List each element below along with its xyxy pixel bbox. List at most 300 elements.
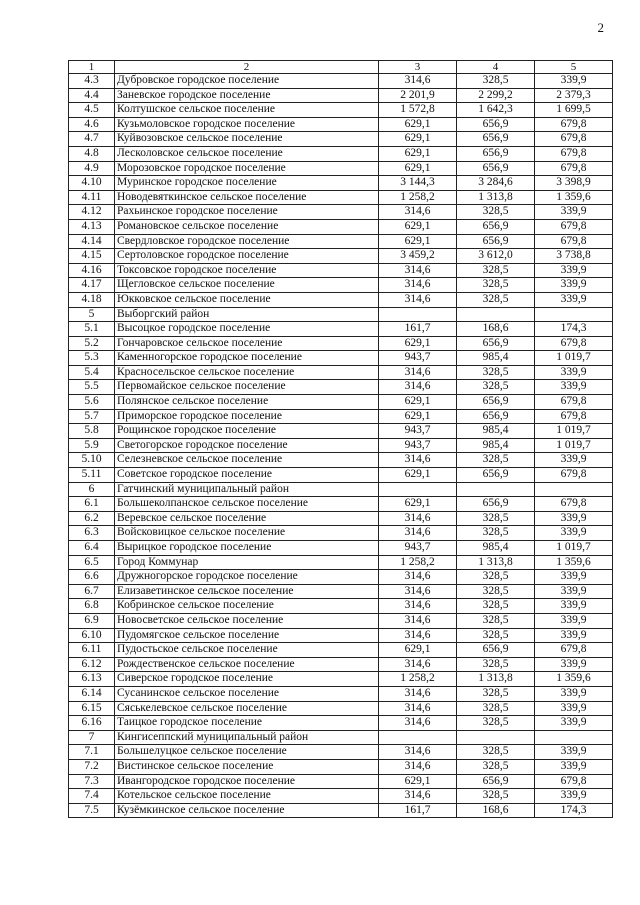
settlement-name: Ивангородское городское поселение (115, 774, 379, 789)
settlement-name: Котельское сельское поселение (115, 789, 379, 804)
value-col-5: 679,8 (535, 219, 613, 234)
table-row (69, 190, 613, 205)
value-col-3: 314,6 (379, 759, 457, 774)
value-col-5: 339,9 (535, 789, 613, 804)
table-row (69, 365, 613, 380)
table-row (69, 292, 613, 307)
row-number: 6.3 (69, 526, 115, 541)
settlement-name: Романовское сельское поселение (115, 219, 379, 234)
table-row (69, 74, 613, 89)
settlement-name: Советское городское поселение (115, 468, 379, 483)
settlement-name: Высоцкое городское поселение (115, 322, 379, 337)
settlement-name: Вырицкое городское поселение (115, 541, 379, 556)
value-col-4: 328,5 (457, 278, 535, 293)
settlement-name: Юкковское сельское поселение (115, 292, 379, 307)
settlement-name: Пудостьское сельское поселение (115, 643, 379, 658)
table-row (69, 789, 613, 804)
value-col-5: 339,9 (535, 380, 613, 395)
settlement-name: Выборгский район (115, 307, 379, 322)
value-col-3: 2 201,9 (379, 88, 457, 103)
table-row (69, 103, 613, 118)
value-col-5: 679,8 (535, 395, 613, 410)
value-col-4: 328,5 (457, 686, 535, 701)
table-row (69, 745, 613, 760)
header-col-5: 5 (535, 61, 613, 74)
row-number: 6.14 (69, 686, 115, 701)
value-col-4: 656,9 (457, 468, 535, 483)
value-col-5: 339,9 (535, 613, 613, 628)
value-col-3: 943,7 (379, 351, 457, 366)
row-number: 5.3 (69, 351, 115, 366)
table-body (69, 74, 613, 818)
value-col-5: 679,8 (535, 234, 613, 249)
value-col-5: 339,9 (535, 292, 613, 307)
value-col-3: 314,6 (379, 74, 457, 89)
header-col-1: 1 (69, 61, 115, 74)
value-col-3: 629,1 (379, 132, 457, 147)
value-col-5: 679,8 (535, 774, 613, 789)
table-row (69, 278, 613, 293)
value-col-5: 3 398,9 (535, 176, 613, 191)
value-col-3: 314,6 (379, 701, 457, 716)
value-col-3: 314,6 (379, 570, 457, 585)
settlement-name: Новосветское сельское поселение (115, 613, 379, 628)
settlement-name: Свердловское городское поселение (115, 234, 379, 249)
value-col-5: 1 359,6 (535, 672, 613, 687)
row-number: 7.4 (69, 789, 115, 804)
table-row (69, 409, 613, 424)
value-col-4: 328,5 (457, 365, 535, 380)
value-col-3: 314,6 (379, 716, 457, 731)
value-col-3: 3 144,3 (379, 176, 457, 191)
value-col-5: 3 738,8 (535, 249, 613, 264)
table-row (69, 672, 613, 687)
settlement-name: Большеколпанское сельское поселение (115, 497, 379, 512)
value-col-5: 679,8 (535, 643, 613, 658)
value-col-3: 629,1 (379, 468, 457, 483)
table-row (69, 701, 613, 716)
value-col-3: 1 258,2 (379, 190, 457, 205)
value-col-4: 656,9 (457, 409, 535, 424)
table-row (69, 555, 613, 570)
value-col-3: 629,1 (379, 146, 457, 161)
value-col-5: 1 019,7 (535, 424, 613, 439)
value-col-3: 629,1 (379, 497, 457, 512)
value-col-5: 679,8 (535, 409, 613, 424)
value-col-4: 328,5 (457, 628, 535, 643)
value-col-3: 314,6 (379, 205, 457, 220)
row-number: 5.8 (69, 424, 115, 439)
value-col-3: 314,6 (379, 453, 457, 468)
value-col-4: 168,6 (457, 322, 535, 337)
table-row (69, 803, 613, 818)
table-row (69, 380, 613, 395)
value-col-5 (535, 307, 613, 322)
value-col-3: 629,1 (379, 234, 457, 249)
value-col-5: 1 019,7 (535, 541, 613, 556)
value-col-4: 328,5 (457, 511, 535, 526)
value-col-4: 985,4 (457, 438, 535, 453)
value-col-5: 1 019,7 (535, 438, 613, 453)
header-col-2: 2 (115, 61, 379, 74)
settlement-name: Сертоловское городское поселение (115, 249, 379, 264)
value-col-3: 629,1 (379, 774, 457, 789)
value-col-4: 328,5 (457, 657, 535, 672)
table-row (69, 205, 613, 220)
value-col-4 (457, 730, 535, 745)
value-col-4: 328,5 (457, 292, 535, 307)
value-col-4: 1 313,8 (457, 672, 535, 687)
value-col-3: 943,7 (379, 541, 457, 556)
table-row (69, 613, 613, 628)
value-col-5: 339,9 (535, 759, 613, 774)
value-col-3: 161,7 (379, 322, 457, 337)
table-row (69, 497, 613, 512)
row-number: 5.6 (69, 395, 115, 410)
value-col-5: 1 359,6 (535, 555, 613, 570)
value-col-5: 679,8 (535, 146, 613, 161)
value-col-5: 339,9 (535, 628, 613, 643)
row-number: 6.7 (69, 584, 115, 599)
table-row (69, 395, 613, 410)
row-number: 6.1 (69, 497, 115, 512)
settlement-name: Елизаветинское сельское поселение (115, 584, 379, 599)
value-col-5: 1 019,7 (535, 351, 613, 366)
row-number: 5.1 (69, 322, 115, 337)
value-col-4: 328,5 (457, 759, 535, 774)
settlement-name: Гончаровское сельское поселение (115, 336, 379, 351)
value-col-5: 339,9 (535, 584, 613, 599)
settlement-name: Большелуцкое сельское поселение (115, 745, 379, 760)
row-number: 6.4 (69, 541, 115, 556)
value-col-4: 3 612,0 (457, 249, 535, 264)
value-col-3: 314,6 (379, 613, 457, 628)
value-col-5: 339,9 (535, 263, 613, 278)
value-col-5: 339,9 (535, 511, 613, 526)
value-col-3: 314,6 (379, 278, 457, 293)
value-col-5: 679,8 (535, 497, 613, 512)
row-number: 6.5 (69, 555, 115, 570)
settlement-name: Сяськелевское сельское поселение (115, 701, 379, 716)
table-row (69, 263, 613, 278)
value-col-4: 328,5 (457, 789, 535, 804)
value-col-5: 2 379,3 (535, 88, 613, 103)
row-number: 4.17 (69, 278, 115, 293)
row-number: 5 (69, 307, 115, 322)
row-number: 7.1 (69, 745, 115, 760)
row-number: 7.2 (69, 759, 115, 774)
value-col-3: 1 572,8 (379, 103, 457, 118)
row-number: 6.9 (69, 613, 115, 628)
value-col-3: 629,1 (379, 117, 457, 132)
settlement-name: Дружногорское городское поселение (115, 570, 379, 585)
value-col-3: 314,6 (379, 526, 457, 541)
value-col-3: 314,6 (379, 789, 457, 804)
value-col-4: 328,5 (457, 745, 535, 760)
value-col-3: 943,7 (379, 424, 457, 439)
settlement-name: Полянское сельское поселение (115, 395, 379, 410)
settlement-name: Светогорское городское поселение (115, 438, 379, 453)
row-number: 4.15 (69, 249, 115, 264)
row-number: 4.8 (69, 146, 115, 161)
value-col-5: 174,3 (535, 803, 613, 818)
settlement-name: Рощинское городское поселение (115, 424, 379, 439)
value-col-5: 339,9 (535, 657, 613, 672)
row-number: 6.16 (69, 716, 115, 731)
settlement-name: Куйвозовское сельское поселение (115, 132, 379, 147)
row-number: 7.5 (69, 803, 115, 818)
settlement-name: Кингисеппский муниципальный район (115, 730, 379, 745)
value-col-5: 339,9 (535, 599, 613, 614)
value-col-4: 328,5 (457, 599, 535, 614)
table-row (69, 511, 613, 526)
value-col-3: 314,6 (379, 745, 457, 760)
value-col-4: 328,5 (457, 570, 535, 585)
value-col-4: 656,9 (457, 395, 535, 410)
table-row (69, 132, 613, 147)
value-col-5: 679,8 (535, 117, 613, 132)
value-col-3: 314,6 (379, 686, 457, 701)
table-row (69, 599, 613, 614)
value-col-5: 339,9 (535, 701, 613, 716)
value-col-3: 1 258,2 (379, 555, 457, 570)
row-number: 6.12 (69, 657, 115, 672)
settlement-name: Вистинское сельское поселение (115, 759, 379, 774)
table-row (69, 686, 613, 701)
settlement-name: Новодевяткинское сельское поселение (115, 190, 379, 205)
value-col-3: 314,6 (379, 657, 457, 672)
value-col-3: 629,1 (379, 219, 457, 234)
table-row (69, 628, 613, 643)
table-row (69, 146, 613, 161)
value-col-4: 328,5 (457, 263, 535, 278)
table-row (69, 438, 613, 453)
value-col-3: 629,1 (379, 643, 457, 658)
value-col-5: 339,9 (535, 74, 613, 89)
value-col-5: 339,9 (535, 453, 613, 468)
header-col-3: 3 (379, 61, 457, 74)
value-col-4: 168,6 (457, 803, 535, 818)
value-col-3: 629,1 (379, 395, 457, 410)
value-col-4: 985,4 (457, 424, 535, 439)
settlement-name: Сиверское городское поселение (115, 672, 379, 687)
page-number: 2 (597, 20, 604, 35)
value-col-4: 328,5 (457, 526, 535, 541)
row-number: 4.14 (69, 234, 115, 249)
settlement-name: Токсовское городское поселение (115, 263, 379, 278)
row-number: 4.16 (69, 263, 115, 278)
value-col-5: 679,8 (535, 468, 613, 483)
value-col-5 (535, 730, 613, 745)
table-row (69, 453, 613, 468)
settlement-name: Щегловское сельское поселение (115, 278, 379, 293)
row-number: 7 (69, 730, 115, 745)
value-col-4: 985,4 (457, 541, 535, 556)
value-col-5: 174,3 (535, 322, 613, 337)
settlement-name: Колтушское сельское поселение (115, 103, 379, 118)
table-row (69, 322, 613, 337)
value-col-4: 656,9 (457, 219, 535, 234)
value-col-4: 1 313,8 (457, 555, 535, 570)
settlement-name: Город Коммунар (115, 555, 379, 570)
settlement-name: Каменногорское городское поселение (115, 351, 379, 366)
row-number: 6.6 (69, 570, 115, 585)
table-row (69, 351, 613, 366)
settlement-name: Лесколовское сельское поселение (115, 146, 379, 161)
settlement-name: Войсковицкое сельское поселение (115, 526, 379, 541)
table-row (69, 336, 613, 351)
table-header-row (69, 61, 613, 74)
row-number: 4.9 (69, 161, 115, 176)
value-col-3: 1 258,2 (379, 672, 457, 687)
value-col-4: 328,5 (457, 613, 535, 628)
value-col-4: 656,9 (457, 336, 535, 351)
value-col-3: 314,6 (379, 380, 457, 395)
value-col-4: 656,9 (457, 161, 535, 176)
value-col-3: 314,6 (379, 599, 457, 614)
table-row (69, 424, 613, 439)
row-number: 6 (69, 482, 115, 497)
value-col-3: 629,1 (379, 336, 457, 351)
table-row (69, 117, 613, 132)
value-col-4: 2 299,2 (457, 88, 535, 103)
table-row (69, 541, 613, 556)
value-col-5: 1 359,6 (535, 190, 613, 205)
value-col-4: 328,5 (457, 701, 535, 716)
settlement-name: Кузьмоловское городское поселение (115, 117, 379, 132)
settlement-name: Селезневское сельское поселение (115, 453, 379, 468)
value-col-3: 314,6 (379, 292, 457, 307)
table-row (69, 657, 613, 672)
row-number: 5.4 (69, 365, 115, 380)
settlement-name: Гатчинский муниципальный район (115, 482, 379, 497)
settlements-table (68, 60, 613, 818)
table-row (69, 88, 613, 103)
settlement-name: Кобринское сельское поселение (115, 599, 379, 614)
value-col-5: 339,9 (535, 526, 613, 541)
value-col-5: 679,8 (535, 132, 613, 147)
table-row (69, 176, 613, 191)
value-col-3: 314,6 (379, 263, 457, 278)
settlement-name: Веревское сельское поселение (115, 511, 379, 526)
settlement-name: Пудомягское сельское поселение (115, 628, 379, 643)
settlement-name: Таицкое городское поселение (115, 716, 379, 731)
value-col-5 (535, 482, 613, 497)
settlement-name: Рождественское сельское поселение (115, 657, 379, 672)
header-col-4: 4 (457, 61, 535, 74)
value-col-4: 656,9 (457, 117, 535, 132)
value-col-3: 943,7 (379, 438, 457, 453)
table-row (69, 759, 613, 774)
settlement-name: Красносельское сельское поселение (115, 365, 379, 380)
row-number: 4.3 (69, 74, 115, 89)
value-col-5: 339,9 (535, 686, 613, 701)
table-row (69, 774, 613, 789)
value-col-3 (379, 730, 457, 745)
value-col-3: 161,7 (379, 803, 457, 818)
table-row (69, 219, 613, 234)
row-number: 6.10 (69, 628, 115, 643)
row-number: 5.5 (69, 380, 115, 395)
row-number: 7.3 (69, 774, 115, 789)
value-col-4: 328,5 (457, 584, 535, 599)
row-number: 4.6 (69, 117, 115, 132)
row-number: 5.10 (69, 453, 115, 468)
settlement-name: Кузёмкинское сельское поселение (115, 803, 379, 818)
value-col-5: 339,9 (535, 278, 613, 293)
value-col-4: 328,5 (457, 716, 535, 731)
value-col-4: 985,4 (457, 351, 535, 366)
value-col-4 (457, 307, 535, 322)
row-number: 4.5 (69, 103, 115, 118)
value-col-4: 656,9 (457, 132, 535, 147)
value-col-5: 1 699,5 (535, 103, 613, 118)
value-col-5: 339,9 (535, 205, 613, 220)
table-row (69, 730, 613, 745)
table-row (69, 584, 613, 599)
value-col-4 (457, 482, 535, 497)
row-number: 6.13 (69, 672, 115, 687)
value-col-5: 339,9 (535, 716, 613, 731)
value-col-4: 656,9 (457, 643, 535, 658)
table-row (69, 643, 613, 658)
value-col-5: 679,8 (535, 336, 613, 351)
row-number: 6.15 (69, 701, 115, 716)
table-row (69, 249, 613, 264)
value-col-5: 339,9 (535, 745, 613, 760)
value-col-3 (379, 307, 457, 322)
settlement-name: Рахьинское городское поселение (115, 205, 379, 220)
row-number: 5.11 (69, 468, 115, 483)
value-col-4: 656,9 (457, 497, 535, 512)
value-col-5: 679,8 (535, 161, 613, 176)
value-col-4: 1 642,3 (457, 103, 535, 118)
settlement-name: Муринское городское поселение (115, 176, 379, 191)
table-row (69, 482, 613, 497)
row-number: 4.10 (69, 176, 115, 191)
row-number: 6.8 (69, 599, 115, 614)
row-number: 4.7 (69, 132, 115, 147)
value-col-4: 656,9 (457, 234, 535, 249)
row-number: 6.11 (69, 643, 115, 658)
value-col-5: 339,9 (535, 365, 613, 380)
value-col-4: 328,5 (457, 453, 535, 468)
row-number: 5.7 (69, 409, 115, 424)
value-col-4: 656,9 (457, 146, 535, 161)
row-number: 4.12 (69, 205, 115, 220)
settlement-name: Приморское городское поселение (115, 409, 379, 424)
table-row (69, 234, 613, 249)
value-col-4: 656,9 (457, 774, 535, 789)
value-col-4: 328,5 (457, 205, 535, 220)
value-col-4: 328,5 (457, 74, 535, 89)
value-col-4: 328,5 (457, 380, 535, 395)
table-row (69, 716, 613, 731)
value-col-3 (379, 482, 457, 497)
row-number: 4.18 (69, 292, 115, 307)
value-col-5: 339,9 (535, 570, 613, 585)
table-row (69, 307, 613, 322)
value-col-3: 314,6 (379, 511, 457, 526)
settlement-name: Сусанинское сельское поселение (115, 686, 379, 701)
value-col-4: 3 284,6 (457, 176, 535, 191)
value-col-3: 314,6 (379, 628, 457, 643)
row-number: 6.2 (69, 511, 115, 526)
settlement-name: Заневское городское поселение (115, 88, 379, 103)
settlement-name: Первомайское сельское поселение (115, 380, 379, 395)
settlement-name: Морозовское городское поселение (115, 161, 379, 176)
value-col-3: 629,1 (379, 161, 457, 176)
